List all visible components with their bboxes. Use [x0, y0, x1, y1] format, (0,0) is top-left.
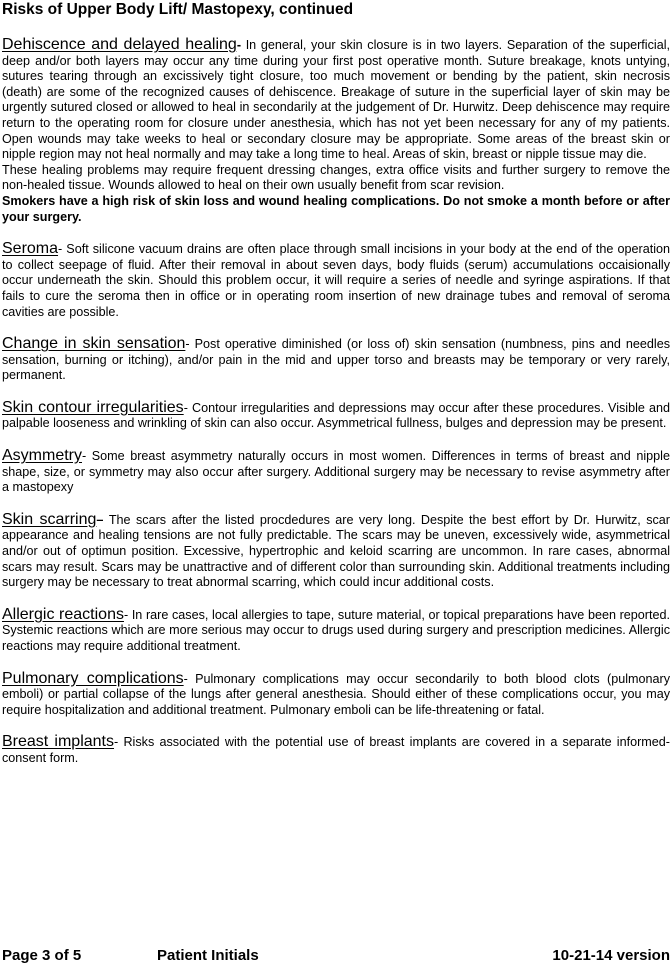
section-text: In general, your skin closure is in two layers. Separation of the superficial, deep and/or both layers may occur any time during your first post operative month. Suture breakage, knots untying, sutures tearing through an excissively tight closure, too much movement or bending by the patient, skin necrosis (death) are some of the recognized causes of dehiscence. Breakage of suture in the superficial layer of skin may be urgently sutured closed or allowed to heal in secondarily at the judgement of Dr. Hurwitz. Deep dehiscence may require return to the operating room for closure under anesthesia, which has not yet been necessary for any of my patients. Open wounds may take weeks to heal or secondary closure may be appropriate. Some areas of the breast skin or nipple region may not heal normally and may take a long time to heal. Areas of skin, breast or nipple tissue may die.: [2, 38, 670, 162]
section-body: [2, 734, 670, 766]
section-heading: Pulmonary complications: [2, 669, 184, 687]
section-body: [2, 336, 670, 384]
section-allergic-reactions: [2, 607, 670, 655]
section-text: The scars after the listed procdedures are very long. Despite the best effort by Dr. Hurwitz, scar appearance and healing tensions are not fully predictable. The scars may be uneven, excessively wide, asymmetrical and/or out of optimun position. Excessive, hypertrophic and keloid scarring are uncommon. In rare cases, abnormal scars may result. Scars may be unattractive and of different color than surrounding skin. Additional treatments including surgery may be necessary to treat abnormal scarring, which could incur additional costs.: [2, 512, 670, 590]
section-heading: Seroma: [2, 240, 59, 258]
section-heading: Skin contour irregularities: [2, 398, 184, 416]
section-heading: Breast implants: [2, 733, 115, 751]
section-body: [2, 607, 670, 655]
section-heading: Change in skin sensation: [2, 335, 186, 353]
section-heading: Allergic reactions: [2, 605, 124, 623]
section-body: [2, 241, 670, 320]
section-body: [2, 400, 670, 432]
section-text: Contour irregularities and depressions may occur after these procedures. Visible and palpable looseness and wrinkling of skin can also occur. Asymmetrical fullness, bulges and depression may be present.: [2, 400, 670, 431]
section-text: Risks associated with the potential use of breast implants are covered in a separate informed-consent form.: [2, 735, 670, 765]
section-separator: -: [185, 337, 195, 352]
section-seroma: [2, 241, 670, 320]
document-page: [2, 0, 670, 783]
section-heading: Asymmetry: [2, 447, 82, 465]
section-separator: -: [123, 607, 132, 622]
section-body: [2, 512, 670, 591]
section-breast-implants: [2, 734, 670, 766]
section-text: Soft silicone vacuum drains are often place through small incisions in your body at the end of the operation to collect seepage of fluid. After their removal in about seven days, body fluids (serum) accumulations occaisionally occur underneath the skin. Should this problem occur, it will require a series of needle and syringe aspirations. If that fails to cure the seroma then in office or in operating room insertion of new drainage tubes and removal of seroma cavities are possible.: [2, 242, 671, 319]
section-separator: -: [82, 449, 92, 464]
section-heading: Dehiscence and delayed healing: [2, 36, 237, 53]
page-number: Page 3 of 5: [2, 947, 82, 964]
section-text: Pulmonary complications may occur secondarily to both blood clots (pulmonary emboli) or partial collapse of the lungs after general anesthesia. Should either of these complications occur, you may require hospitalization and additional treatment. Pulmonary emboli can be life-threatening or fatal.: [2, 671, 670, 717]
patient-initials-label: Patient Initials: [157, 947, 259, 964]
section-body: [2, 671, 670, 719]
section-pulmonary: [2, 671, 670, 719]
section-separator: -: [236, 38, 246, 52]
section-text: In rare cases, local allergies to tape, suture material, or topical preparations have been reported. Systemic reactions which are more serious may occur to drugs used during surgery and prescription medicines. Allergic reactions may require additional treatment.: [2, 607, 670, 653]
section-separator: -: [114, 735, 124, 750]
section-body: [2, 37, 670, 163]
smoking-warning: Smokers have a high risk of skin loss and wound healing complications. Do not smoke a month before or after your surgery.: [2, 193, 670, 224]
page-title: Risks of Upper Body Lift/ Mastopexy, continued: [2, 1, 354, 18]
section-skin-scarring: [2, 512, 670, 591]
section-heading: Skin scarring: [2, 510, 97, 528]
section-dehiscence: [2, 37, 670, 225]
section-separator: -: [183, 400, 192, 415]
section-skin-sensation: [2, 336, 670, 384]
section-skin-contour: [2, 400, 670, 432]
section-separator: –: [96, 512, 109, 527]
section-body: [2, 448, 670, 496]
version-label: 10-21-14 version: [552, 947, 670, 964]
section-text: Post operative diminished (or loss of) skin sensation (numbness, pins and needles sensation, burning or itching), and/or pain in the mid and upper torso and breasts may be temporary or very rarely, permanent.: [2, 337, 670, 383]
section-asymmetry: [2, 448, 670, 496]
section-separator: -: [58, 242, 67, 257]
section-extra-text: These healing problems may require frequent dressing changes, extra office visits and further surgery to remove the non-healed tissue. Wounds allowed to heal on their own usually benefit from scar revision.: [2, 162, 670, 193]
section-text: Some breast asymmetry naturally occurs in most women. Differences in terms of breast and nipple shape, size, or symmetry may also occur after surgery. Additional surgery may be necessary to revise asymmetry after a mastopexy: [2, 449, 670, 495]
section-separator: -: [183, 671, 196, 686]
page-footer: [2, 945, 670, 967]
